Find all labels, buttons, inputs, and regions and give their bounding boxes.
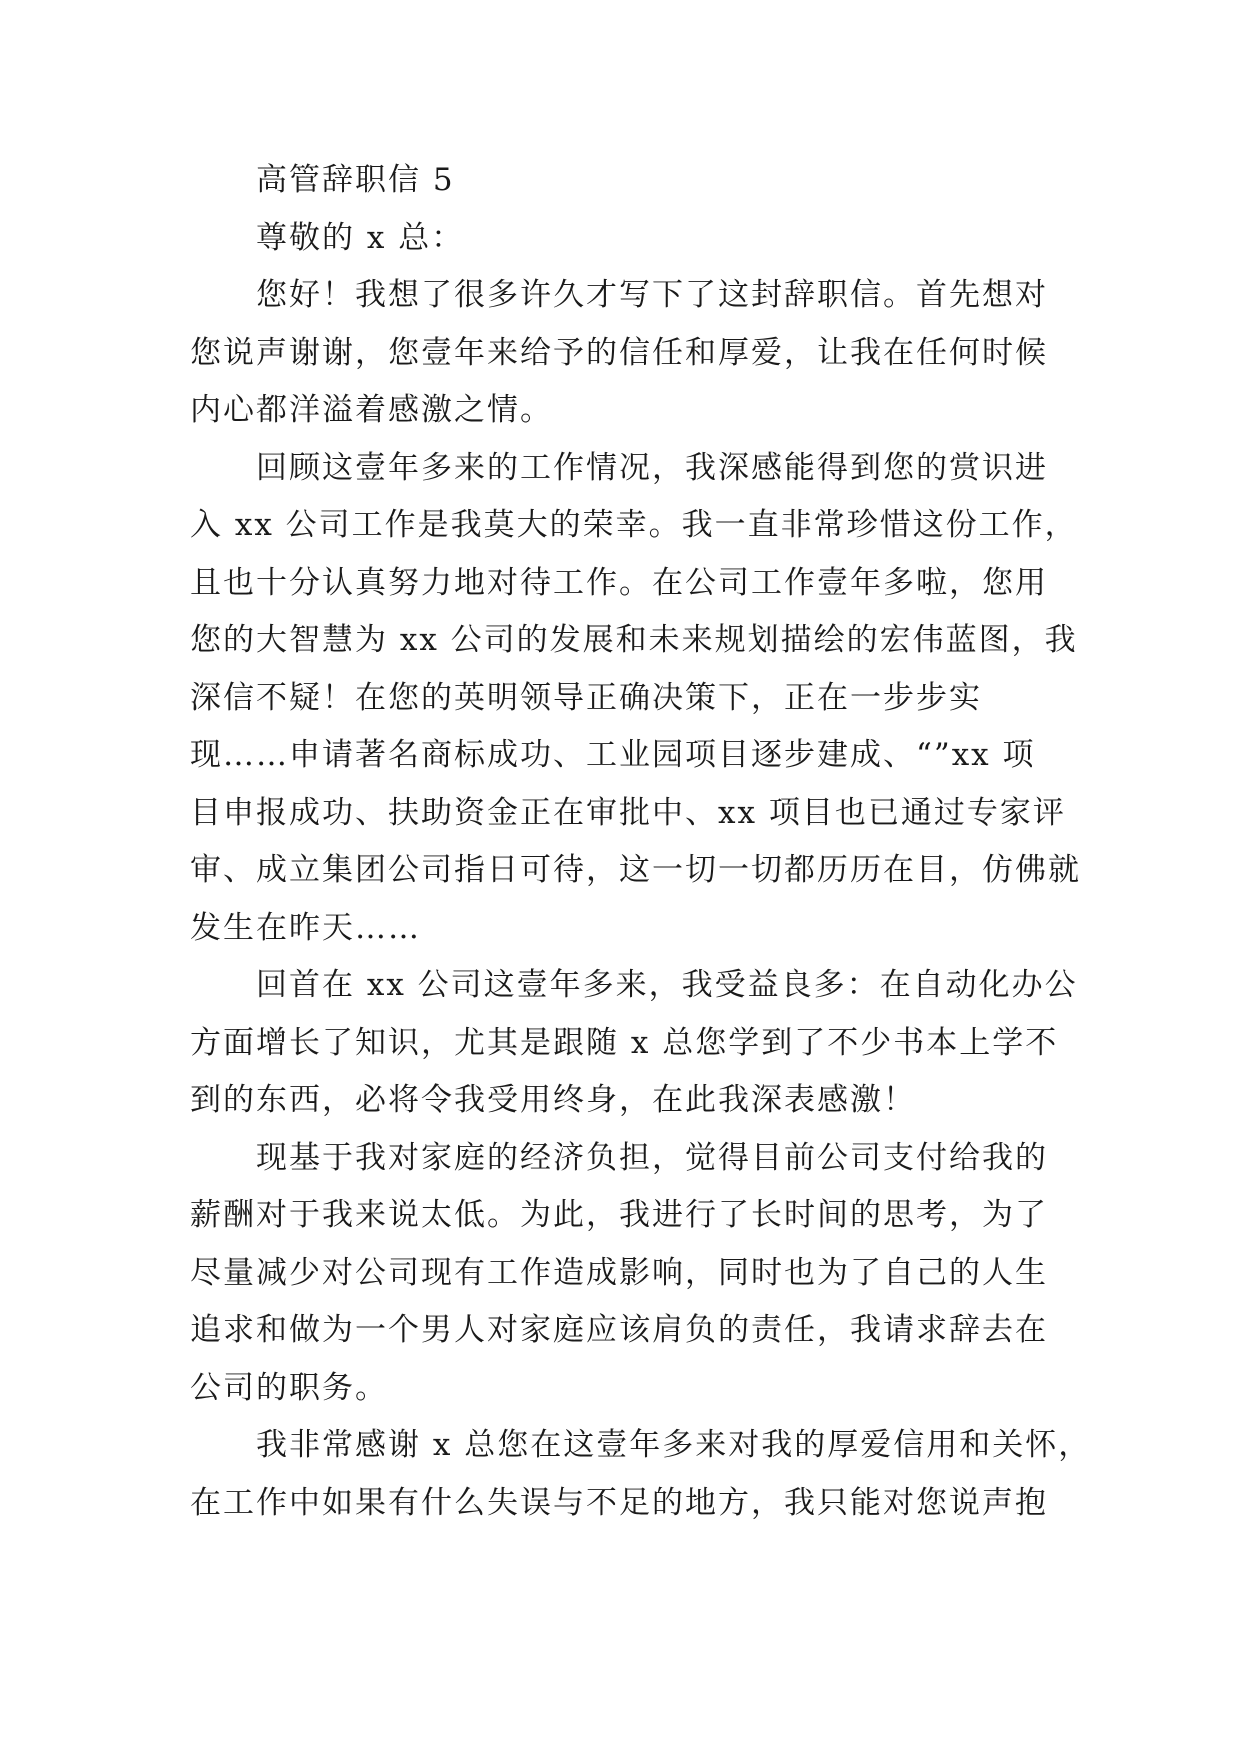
text-line: 现基于我对家庭的经济负担，觉得目前公司支付给我的 <box>256 1139 1048 1176</box>
text-line: 入 xx 公司工作是我莫大的荣幸。我一直非常珍惜这份工作， <box>190 507 1078 543</box>
text-line: 您好！我想了很多许久才写下了这封辞职信。首先想对 <box>256 277 1048 313</box>
text-line: 深信不疑！在您的英明领导正确决策下，正在一步步实 <box>190 679 982 716</box>
text-line: 我非常感谢 x 总您在这壹年多来对我的厚爱信用和关怀， <box>256 1427 1092 1463</box>
text-line: 且也十分认真努力地对待工作。在公司工作壹年多啦，您用 <box>190 564 1048 601</box>
text-line: 回首在 xx 公司这壹年多来，我受益良多：在自动化办公 <box>256 967 1078 1003</box>
letter-title: 高管辞职信 5 <box>256 162 455 198</box>
text-line: 审、成立集团公司指日可待，这一切一切都历历在目，仿佛就 <box>190 852 1081 888</box>
text-line: 尽量减少对公司现有工作造成影响，同时也为了自己的人生 <box>190 1254 1048 1291</box>
text-line: 回顾这壹年多来的工作情况，我深感能得到您的赏识进 <box>256 449 1048 486</box>
text-line: 发生在昨天…… <box>190 909 421 946</box>
text-line: 薪酬对于我来说太低。为此，我进行了长时间的思考，为了 <box>190 1197 1048 1233</box>
letter-body <box>190 152 1092 1532</box>
text-line: 追求和做为一个男人对家庭应该肩负的责任，我请求辞去在 <box>190 1312 1048 1348</box>
text-line: 目申报成功、扶助资金正在审批中、xx 项目也已通过专家评 <box>190 794 1066 831</box>
text-line: 现……申请著名商标成功、工业园项目逐步建成、“”xx 项 <box>190 737 1036 773</box>
text-line: 在工作中如果有什么失误与不足的地方，我只能对您说声抱 <box>190 1484 1048 1521</box>
text-line: 您说声谢谢，您壹年来给予的信任和厚爱，让我在任何时候 <box>190 334 1048 371</box>
text-line: 到的东西，必将令我受用终身，在此我深表感激！ <box>190 1082 916 1118</box>
letter-paragraphs <box>190 267 1092 1532</box>
text-line: 方面增长了知识，尤其是跟随 x 总您学到了不少书本上学不 <box>190 1024 1059 1061</box>
letter-salutation: 尊敬的 x 总： <box>256 219 465 256</box>
text-line: 公司的职务。 <box>190 1369 388 1406</box>
text-line: 内心都洋溢着感激之情。 <box>190 392 553 428</box>
text-line: 您的大智慧为 xx 公司的发展和未来规划描绘的宏伟蓝图，我 <box>190 622 1078 658</box>
